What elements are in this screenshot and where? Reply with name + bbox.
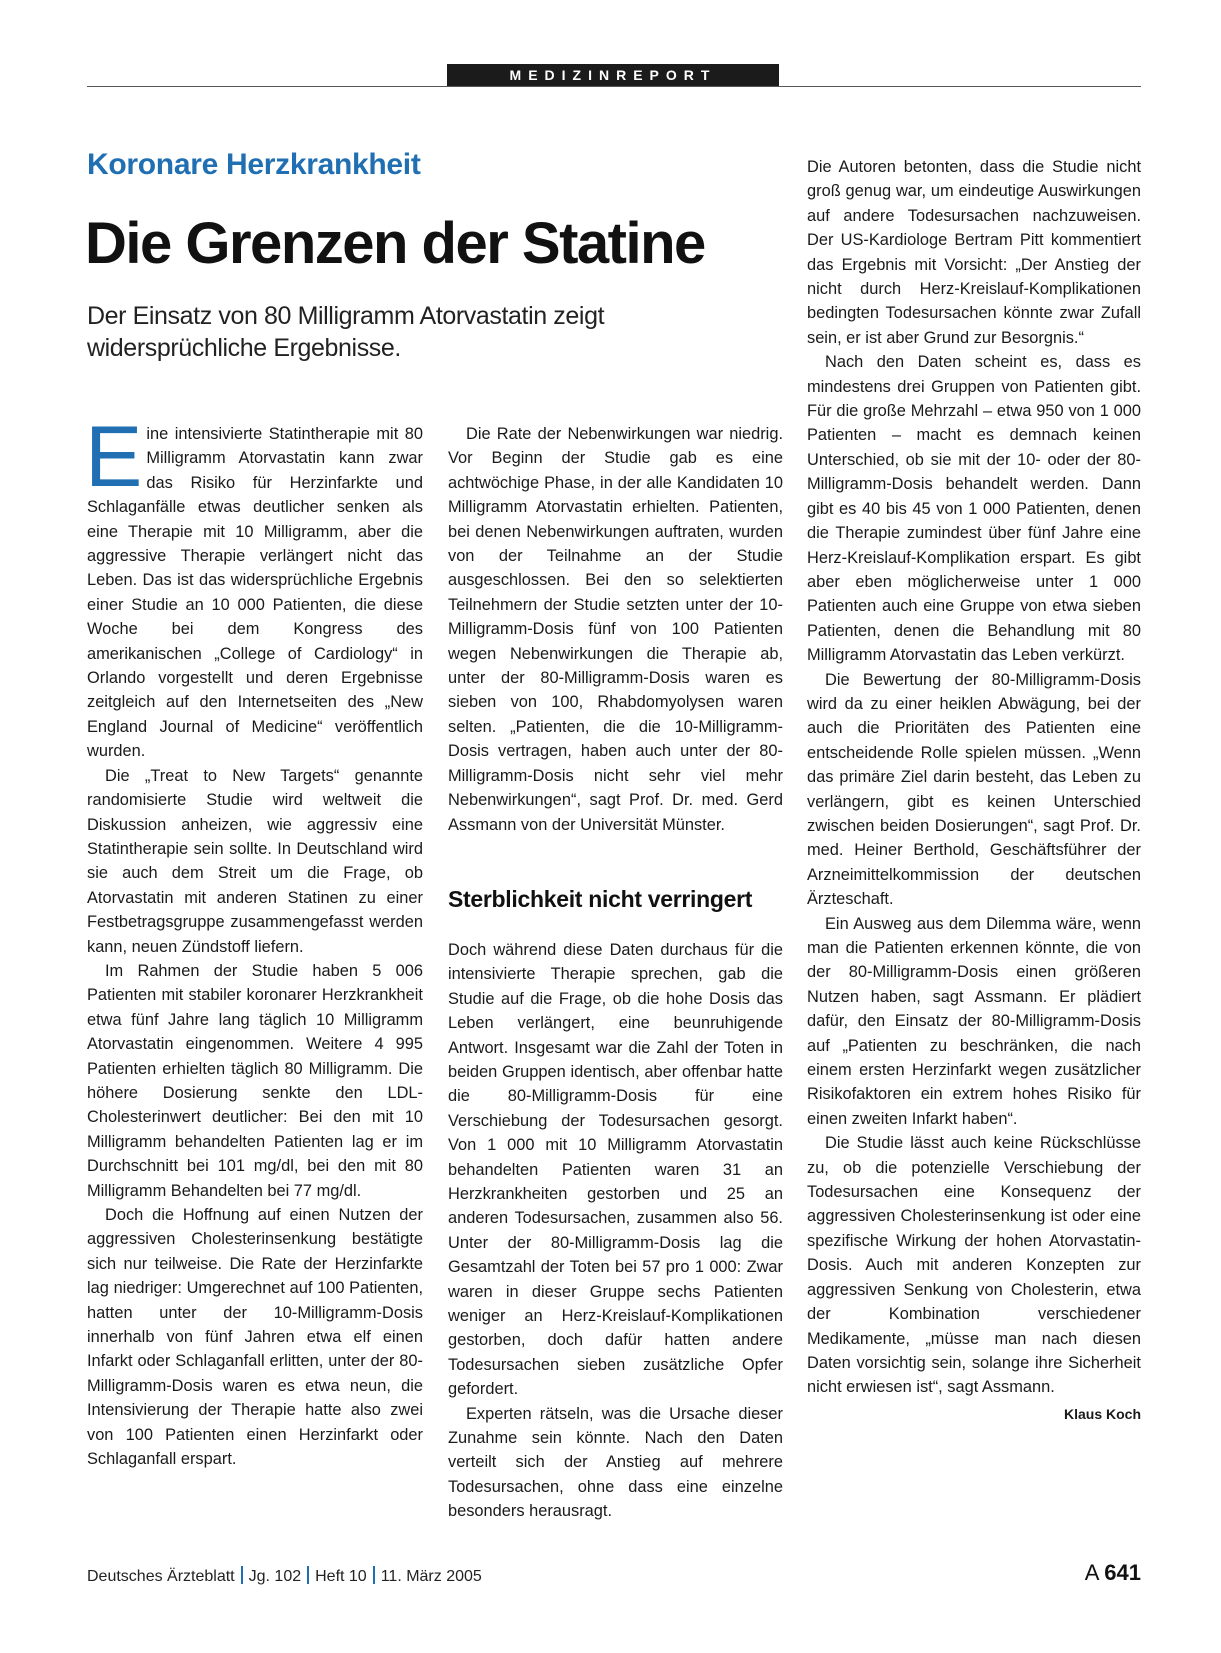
- article-column-3: [807, 155, 1141, 1426]
- issue-date: 11. März 2005: [380, 1568, 482, 1585]
- footer-separator: [241, 1566, 243, 1584]
- section-label: MEDIZINREPORT: [447, 64, 779, 87]
- paragraph: [807, 1131, 1141, 1422]
- top-rule: [87, 86, 1141, 87]
- article-deck: Der Einsatz von 80 Milligramm Atorvastatin zeigt widersprüchliche Ergebnisse.: [87, 302, 605, 362]
- page-number: [1085, 1560, 1141, 1586]
- article-kicker: Koronare Herzkrankheit: [87, 148, 421, 181]
- paragraph: Doch die Hoffnung auf einen Nutzen der aggressiven Cholesterinsenkung bestätigte sich nur teilweise. Die Rate der Herzinfarkte lag niedriger: Umgerechnet auf 100 Patienten, hatten unter der 10-Milligramm-Dosis innerhalb von fünf Jahren etwa elf einen Infarkt oder Schlaganfall erlitten, unter der 80-Milligramm-Dosis waren es etwa neun, die Intensivierung der Therapie hatte also zwei von 100 Patienten einen Herzinfarkt oder Schlaganfall erspart.: [87, 1206, 423, 1469]
- paragraph: Die Rate der Nebenwirkungen war niedrig. Vor Beginn der Studie gab es eine achtwöchige Phase, in der alle Kandidaten 10 Milligramm Atorvastatin erhielten. Patienten, bei denen Nebenwirkungen auftraten, wurden von der Teilnahme an der Studie ausgeschlossen. Bei den so selektierten Teilnehmern der Studie setzten unter der 10-Milligramm-Dosis fünf von 100 Patienten wegen Nebenwirkungen die Therapie ab, unter der 80-Milligramm-Dosis waren es sieben von 100, Rhabdomyolysen waren selten. „Patienten, die die 10-Milligramm-Dosis vertragen, haben auch unter der 80-Milligramm-Dosis nicht sehr viel mehr Nebenwirkungen“, sagt Prof. Dr. med. Gerd Assmann von der Universität Münster.: [448, 425, 783, 834]
- paragraph-text: ine intensivierte Statintherapie mit 80 Milligramm Atorvastatin kann zwar das Risiko für Herzinfarkte und Schlaganfälle etwas deutlicher senken als eine Therapie mit 10 Milligramm, aber die aggressive Therapie verlängert nicht das Leben. Das ist das widersprüchliche Ergebnis einer Studie an 10 000 Patienten, die diese Woche bei dem Kongress des amerikanischen „College of Cardiology“ in Orlando vorgestellt und deren Ergebnisse zeitgleich auf den Internetseiten des „New England Journal of Medicine“ veröffentlich wurden.: [87, 425, 423, 761]
- paragraph: Die Bewertung der 80-Milligramm-Dosis wird da zu einer heiklen Abwägung, bei der auch die Prioritäten des Patienten eine entscheidende Rolle spielen müssen. „Wenn das primäre Ziel darin besteht, das Leben zu verlängern, gibt es keinen Unterschied zwischen beiden Dosierungen“, sagt Prof. Dr. med. Heiner Berthold, Geschäftsführer der Arzneimittelkommission der deutschen Ärzteschaft.: [807, 670, 1141, 909]
- footer-separator: [373, 1566, 375, 1584]
- paragraph: Die Autoren betonten, dass die Studie nicht groß genug war, um eindeutige Auswirkungen auf andere Todesursachen nachzuweisen. Der US-Kardiologe Bertram Pitt kommentiert das Ergebnis mit Vorsicht: „Der Anstieg der nicht durch Herz-Kreislauf-Komplikationen bedingten Todesursachen könnte zwar Zufall sein, er ist aber Grund zur Besorgnis.“: [807, 158, 1141, 347]
- article-column-2: [448, 422, 783, 1524]
- page-prefix: A: [1084, 1560, 1099, 1585]
- footer-citation: [87, 1566, 482, 1586]
- footer-separator: [307, 1566, 309, 1584]
- paragraph: Im Rahmen der Studie haben 5 006 Patienten mit stabiler koronarer Herzkrankheit etwa fünf Jahre lang täglich 10 Milligramm Atorvastatin eingenommen. Weitere 4 995 Patienten erhielten täglich 80 Milligramm. Die höhere Dosierung senkte den LDL-Cholesterinwert deutlicher: Bei den mit 10 Milligramm behandelten Patienten lag er im Durchschnitt bei 101 mg/dl, bei den mit 80 Milligramm Behandelten bei 77 mg/dl.: [87, 961, 423, 1200]
- paragraph: Ein Ausweg aus dem Dilemma wäre, wenn man die Patienten erkennen könnte, die von der 80-Milligramm-Dosis einen größeren Nutzen haben, sagt Assmann. Er plädiert dafür, den Einsatz der 80-Milligramm-Dosis auf „Patienten zu beschränken, die nach einem ersten Herzinfarkt wegen zusätzlicher Risikofaktoren ein extrem hohes Risiko für einen zweiten Infarkt haben“.: [807, 914, 1141, 1128]
- paragraph: Experten rätseln, was die Ursache dieser Zunahme sein könnte. Nach den Daten verteilt sich der Anstieg auf mehrere Todesursachen, ohne dass eine einzelne besonders herausragt.: [448, 1404, 783, 1521]
- paragraph: Doch während diese Daten durchaus für die intensivierte Therapie sprechen, gab die Studie auf die Frage, ob die hohe Dosis das Leben verlängert, eine beunruhigende Antwort. Insgesamt war die Zahl der Toten in beiden Gruppen identisch, aber offenbar hatte die 80-Milligramm-Dosis für eine Verschiebung der Todesursachen gesorgt. Von 1 000 mit 10 Milligramm Atorvastatin behandelten Patienten waren 31 an Herzkrankheiten gestorben und 25 an anderen Todesursachen, zusammen also 56. Unter der 80-Milligramm-Dosis lag die Gesamtzahl der Toten bei 57 pro 1 000: Zwar waren in dieser Gruppe sechs Patienten weniger an Herz-Kreislauf-Komplikationen gestorben, doch dafür hatten andere Todesursachen sieben zusätzliche Opfer gefordert.: [448, 940, 783, 1399]
- paragraph: Die „Treat to New Targets“ genannte randomisierte Studie wird weltweit die Diskussion anheizen, wie aggressiv eine Statintherapie sein sollte. In Deutschland wird sie auch dem Streit um die Frage, ob Atorvastatin mit anderen Statinen zu einer Festbetragsgruppe zusammengefasst werden kann, neuen Zündstoff liefern.: [87, 766, 423, 956]
- journal-name: Deutsches Ärzteblatt: [87, 1568, 235, 1585]
- article-headline: Die Grenzen der Statine: [85, 211, 705, 276]
- author-name: Klaus Koch: [1063, 1405, 1141, 1422]
- section-subhead: Sterblichkeit nicht verringert: [448, 885, 753, 912]
- paragraph: Nach den Daten scheint es, dass es mindestens drei Gruppen von Patienten gibt. Für die große Mehrzahl – etwa 950 von 1 000 Patienten – macht es demnach keinen Unterschied, ob sie mit der 10- oder der 80-Milligramm-Dosis behandelt werden. Dann gibt es 40 bis 45 von 1 000 Patienten, denen die Therapie zumindest über fünf Jahre eine Herz-Kreislauf-Komplikation erspart. Es gibt aber eben möglicherweise unter 1 000 Patienten auch eine Gruppe von etwa sieben Patienten, denen die Behandlung mit 80 Milligramm Atorvastatin das Leben verkürzt.: [807, 353, 1141, 665]
- article-column-1: [85, 409, 423, 1471]
- drop-cap: E: [85, 409, 143, 505]
- issue: Heft 10: [315, 1568, 367, 1585]
- page-number-value: 641: [1104, 1560, 1141, 1585]
- volume: Jg. 102: [248, 1568, 302, 1585]
- paragraph-text: Die Studie lässt auch keine Rückschlüsse zu, ob die potenzielle Verschiebung der Todesursachen eine Konsequenz der aggressiven Cholesterinsenkung ist oder eine spezifische Wirkung der hohen Atorvastatin-Dosis. Auch mit anderen Konzepten zur aggressiven Senkung von Cholesterin, etwa der Kombination verschiedener Medikamente, „müsse man nach diesen Daten vorsichtig sein, solange ihre Sicherheit nicht erwiesen ist“, sagt Assmann.: [807, 1134, 1141, 1397]
- paragraph: [85, 409, 423, 764]
